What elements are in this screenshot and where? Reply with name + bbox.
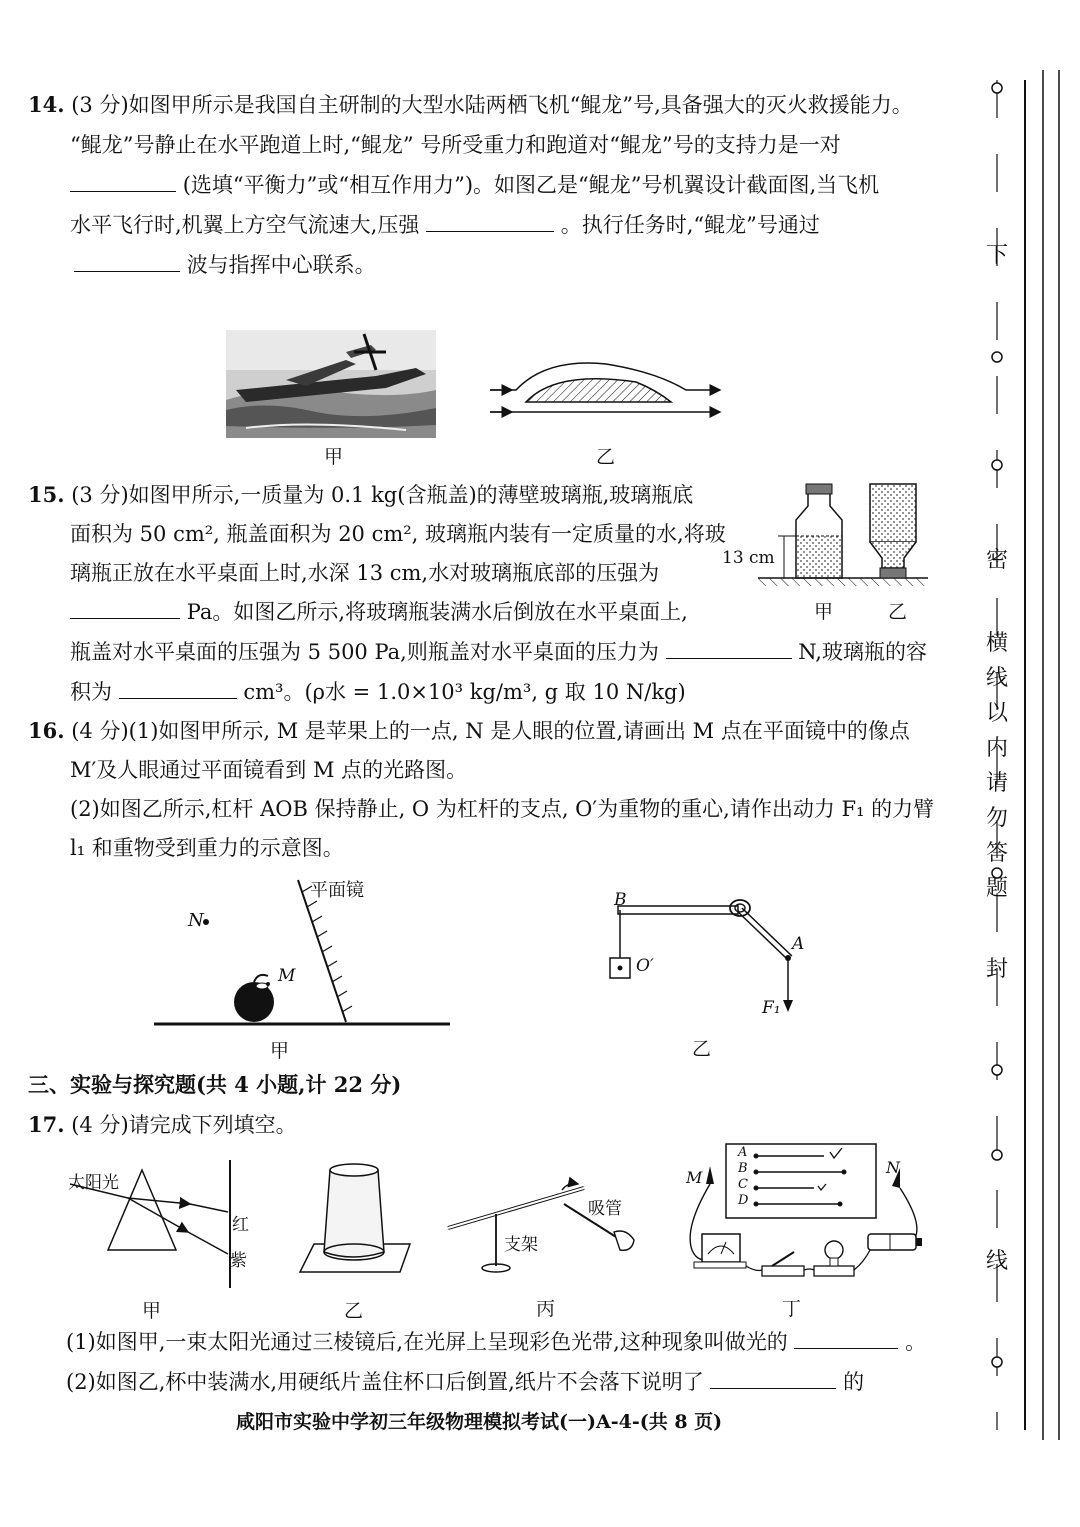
q16-number: 16. (28, 718, 65, 743)
q15-line2: 面积为 50 cm², 瓶盖面积为 20 cm², 玻璃瓶内装有一定质量的水,将玻 (70, 522, 726, 546)
q15-line6-row (70, 680, 686, 704)
q16-line1: (4 分)(1)如图甲所示, M 是苹果上的一点, N 是人眼的位置,请画出 M 点在平面镜中的像点 (71, 719, 910, 743)
q16-fig-a-label: 甲 (270, 1040, 290, 1062)
q17-sub2-row (66, 1370, 864, 1394)
violet-label: 紫 (230, 1251, 247, 1271)
q17-fig-c-label: 丙 (536, 1298, 556, 1320)
wire-d-label: D (738, 1193, 749, 1208)
q14-text (28, 93, 913, 117)
q14-line4-row (70, 213, 820, 237)
q17-sub2b: 的 (843, 1370, 865, 1394)
q15-line6b: cm³。(ρ水 = 1.0×10³ kg/m³, g 取 10 N/kg) (243, 680, 686, 704)
q16-fig-b-label: 乙 (692, 1038, 712, 1060)
q17-number: 17. (28, 1112, 65, 1137)
q15-blank1[interactable] (70, 600, 180, 619)
q17-intro-row (28, 1113, 297, 1137)
section-heading: 三、实验与探究题(共 4 小题,计 22 分) (28, 1072, 402, 1097)
probe-n-label: N (886, 1158, 900, 1177)
wire-c-label: C (738, 1177, 748, 1192)
point-n-label: N (188, 910, 204, 931)
straw-label: 吸管 (588, 1199, 622, 1219)
q17-intro: (4 分)请完成下列填空。 (71, 1113, 297, 1137)
point-o-prime-label: O′ (636, 956, 654, 976)
q14-line5-row (74, 253, 376, 277)
margin-char-10: 封 (986, 957, 1009, 982)
page-footer: 咸阳市实验中学初三年级物理模拟考试(一)A-4-(共 8 页) (236, 1411, 723, 1433)
margin-char-9: 题 (986, 876, 1009, 901)
airfoil-diagram (486, 350, 726, 430)
q15-number: 15. (28, 482, 65, 507)
force-f1-label: F₁ (762, 998, 781, 1018)
q17-sub1b: 。 (905, 1330, 927, 1354)
margin-char-3: 线 (986, 666, 1009, 691)
q17-sub2a: (2)如图乙,杯中装满水,用硬纸片盖住杯口后倒置,纸片不会落下说明了 (66, 1370, 704, 1394)
margin-char-5: 内 (986, 736, 1009, 761)
q16-line3: (2)如图乙所示,杠杆 AOB 保持静止, O 为杠杆的支点, O′为重物的重心,请作出动力 F₁ 的力臂 (70, 797, 935, 821)
margin-char-6: 请 (986, 771, 1009, 796)
point-b-label: B (614, 890, 627, 910)
margin-char-4: 以 (986, 701, 1009, 726)
q15-fig-b-label: 乙 (888, 601, 908, 623)
wire-a-label: A (738, 1145, 748, 1160)
q17-fig-d-label: 丁 (782, 1298, 802, 1320)
wire-b-label: B (738, 1161, 748, 1176)
q14-line4a: 水平飞行时,机翼上方空气流速大,压强 (70, 213, 420, 237)
mirror-label: 平面镜 (310, 880, 364, 901)
q15-blank3[interactable] (119, 680, 237, 699)
q14-line3-row (70, 173, 879, 197)
margin-char-1: 密 (986, 548, 1009, 573)
mirror-diagram (150, 872, 460, 1032)
q14-fig-a-label: 甲 (324, 446, 344, 468)
margin-char-7: 勿 (986, 806, 1009, 831)
q14-line5: 波与指挥中心联系。 (186, 253, 376, 277)
circuit-diagram (664, 1138, 946, 1288)
q14-blank3[interactable] (74, 253, 180, 272)
q14-fig-b-label: 乙 (596, 446, 616, 468)
bottles-diagram (748, 478, 938, 596)
sunlight-label: 太阳光 (68, 1173, 119, 1193)
q15-line5-row (70, 640, 927, 664)
q16-line2: M′及人眼通过平面镜看到 M 点的光路图。 (70, 758, 468, 782)
probe-m-label: M (686, 1168, 703, 1187)
q15-line1-row (28, 483, 693, 507)
q17-blank1[interactable] (794, 1330, 898, 1349)
straw-diagram (444, 1160, 654, 1280)
q16-line4: l₁ 和重物受到重力的示意图。 (70, 836, 344, 860)
q15-line3: 璃瓶正放在水平桌面上时,水深 13 cm,水对玻璃瓶底部的压强为 (70, 561, 660, 585)
q15-line5a: 瓶盖对水平桌面的压强为 5 500 Pa,则瓶盖对水平桌面的压力为 (70, 640, 659, 664)
q14-line4b: 。执行任务时,“鲲龙”号通过 (560, 213, 820, 237)
q16-line1-row (28, 719, 910, 743)
q17-sub1a: (1)如图甲,一束太阳光通过三棱镜后,在光屏上呈现彩色光带,这种现象叫做光的 (66, 1330, 788, 1354)
q15-line4: Pa。如图乙所示,将玻璃瓶装满水后倒放在水平桌面上, (186, 600, 688, 624)
q17-blank2[interactable] (710, 1370, 836, 1389)
margin-char-2: 横 (986, 631, 1009, 656)
lever-diagram (600, 880, 820, 1020)
margin-char-0: 下 (986, 243, 1009, 268)
cup-diagram (296, 1160, 416, 1280)
point-a-label: A (792, 934, 805, 954)
q17-fig-a-label: 甲 (142, 1300, 162, 1322)
q15-blank2[interactable] (666, 640, 792, 659)
point-m-label: M (278, 966, 296, 986)
q15-line4-row (70, 600, 688, 624)
margin-char-11: 线 (986, 1249, 1009, 1274)
q14-number: 14. (28, 92, 65, 117)
q14-line3: (选填“平衡力”或“相互作用力”)。如图乙是“鲲龙”号机翼设计截面图,当飞机 (182, 173, 880, 197)
q15-fig-a-label: 甲 (814, 601, 834, 623)
margin-char-8: 答 (986, 841, 1009, 866)
red-label: 红 (232, 1215, 249, 1235)
q15-line1: (3 分)如图甲所示,一质量为 0.1 kg(含瓶盖)的薄壁玻璃瓶,玻璃瓶底 (71, 483, 694, 507)
q15-line6a: 积为 (70, 680, 112, 704)
q14-line1: (3 分)如图甲所示是我国自主研制的大型水陆两栖飞机“鲲龙”号,具备强大的灭火救援能力。 (71, 93, 913, 117)
stand-label: 支架 (504, 1235, 538, 1255)
q14-blank2[interactable] (426, 213, 554, 232)
q17-fig-b-label: 乙 (344, 1300, 364, 1322)
q14-blank1[interactable] (70, 173, 176, 192)
q15-line5b: N,玻璃瓶的容 (798, 640, 927, 664)
q17-sub1-row (66, 1330, 926, 1354)
depth-label: 13 cm (722, 548, 775, 568)
seaplane-photo (226, 330, 436, 438)
q14-line2: “鲲龙”号静止在水平跑道上时,“鲲龙” 号所受重力和跑道对“鲲龙”号的支持力是一对 (70, 133, 841, 157)
